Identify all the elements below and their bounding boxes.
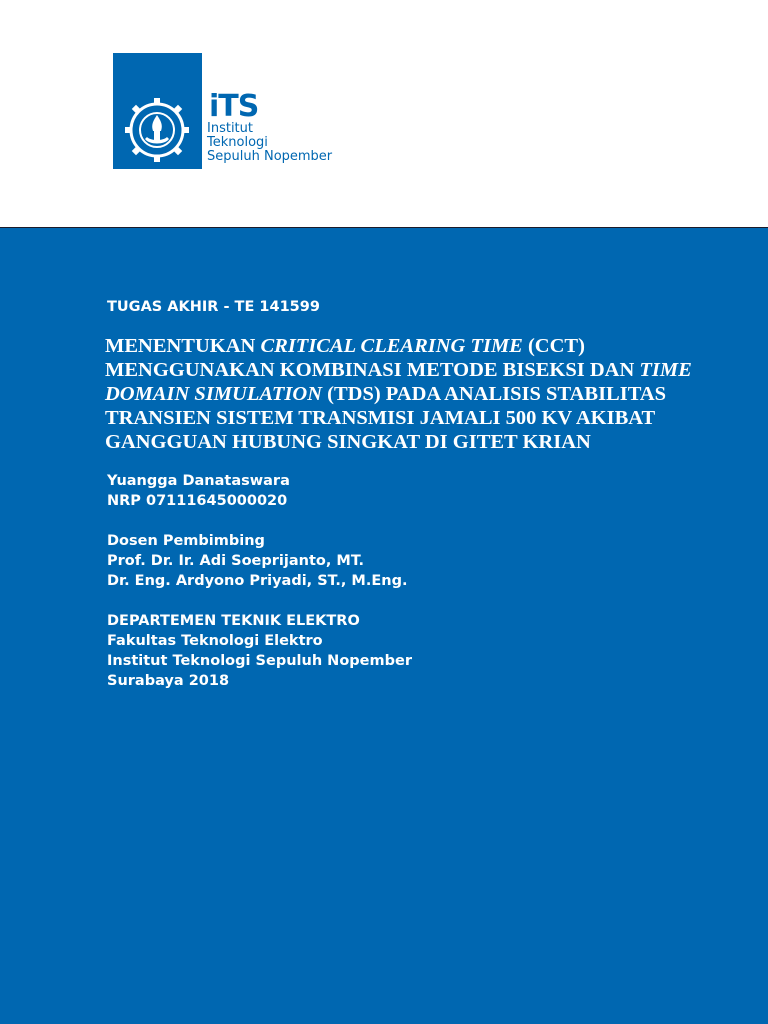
title-part-2: CRITICAL CLEARING TIME: [260, 335, 523, 357]
faculty: Fakultas Teknologi Elektro: [107, 633, 323, 649]
its-logo-text: [207, 89, 333, 164]
title-part-3: (CCT) MENGGUNAKAN KOMBINASI METODE BISEKSI DAN: [105, 335, 640, 381]
title-part-1: MENENTUKAN: [105, 335, 261, 357]
advisor-1: Prof. Dr. Ir. Adi Soeprijanto, MT.: [107, 553, 365, 569]
institute: Institut Teknologi Sepuluh Nopember: [107, 653, 412, 669]
thesis-title: [105, 334, 727, 454]
advisor-heading: Dosen Pembimbing: [107, 533, 265, 549]
logo-line-3: Sepuluh Nopember: [207, 149, 333, 164]
author-name: Yuangga Danataswara: [107, 473, 290, 489]
place-year: Surabaya 2018: [107, 673, 230, 689]
author-nrp: NRP 07111645000020: [107, 493, 288, 509]
advisor-block: [107, 531, 727, 591]
logo-line-1: Institut: [207, 121, 253, 136]
department: DEPARTEMEN TEKNIK ELEKTRO: [107, 613, 360, 629]
institution-block: [107, 611, 727, 691]
cover-content: [107, 297, 727, 691]
header-band: [0, 0, 768, 227]
title-part-4: TIME DOMAIN SIMULATION: [105, 359, 692, 405]
logo-abbr: iTS: [209, 89, 259, 124]
document-code: TUGAS AKHIR - TE 141599: [107, 299, 320, 315]
advisor-2: Dr. Eng. Ardyono Priyadi, ST., M.Eng.: [107, 573, 408, 589]
author-block: [107, 471, 727, 511]
logo-line-2: Teknologi: [207, 135, 268, 150]
its-logo-emblem: [113, 53, 202, 169]
title-part-5: (TDS) PADA ANALISIS STABILITAS TRANSIEN SISTEM TRANSMISI JAMALI 500 KV AKIBAT GANGGUAN HUBUNG SINGKAT DI GITET KRIAN: [105, 383, 667, 453]
its-emblem-icon: [113, 53, 202, 169]
